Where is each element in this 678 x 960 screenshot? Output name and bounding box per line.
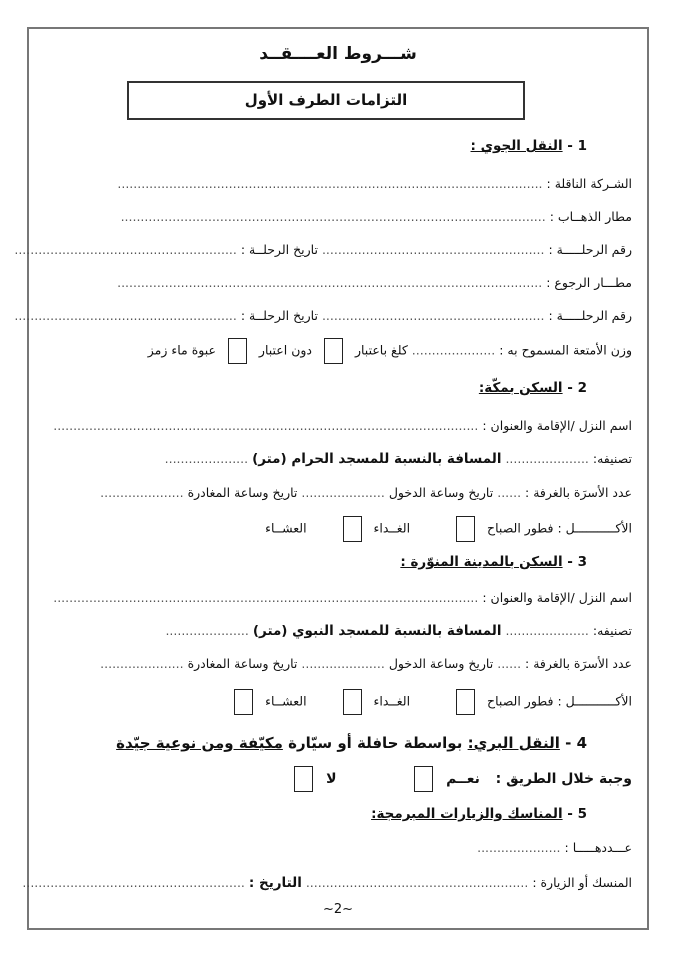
section-title: المناسك والزيارات المبرمجة: <box>371 806 563 822</box>
checkin-field[interactable]: ..................... <box>301 485 385 500</box>
checkin-field[interactable]: ..................... <box>301 656 385 671</box>
family-field[interactable]: ...... <box>497 485 522 500</box>
return-airport-row <box>117 274 632 292</box>
lunch-label: الغــداء <box>373 520 411 536</box>
baggage-field[interactable]: ..................... <box>411 342 496 358</box>
breakfast-checkbox[interactable] <box>456 689 475 715</box>
departure-airport-row <box>121 208 632 226</box>
land-transport-text: بواسطة حافلة أو سيّارة <box>288 734 463 752</box>
departure-airport-field[interactable]: ........................................................................................................... <box>120 209 546 224</box>
baggage-checkbox[interactable] <box>324 338 343 364</box>
dinner-label: العشــاء <box>265 693 307 709</box>
makkah-meals-row <box>265 516 632 542</box>
dinner-checkbox[interactable] <box>234 689 253 715</box>
without-label: دون اعتبار <box>258 342 312 358</box>
land-transport-quality: مكيّفة ومن نوعية جيّدة <box>116 734 283 752</box>
family-label: عدد الأسرَة بالغرفة : <box>525 656 632 671</box>
no-label: لا <box>326 771 337 787</box>
ritual-date-label: التاريخ : <box>248 875 302 891</box>
checkout-field[interactable]: ..................... <box>100 485 184 500</box>
road-meal-row <box>286 766 632 792</box>
ritual-label: المنسك أو الزيارة : <box>532 875 632 890</box>
zamzam-checkbox[interactable] <box>228 338 247 364</box>
makkah-stay-row <box>100 484 632 502</box>
yes-label: نعــم <box>446 771 480 787</box>
road-meal-label: وجبة خلال الطريق : <box>495 771 632 787</box>
lunch-label: الغــداء <box>373 693 411 709</box>
section-number: 5 - <box>567 806 587 822</box>
ritual-date-field[interactable]: ........................................................ <box>22 875 245 890</box>
return-airport-label: مطـــار الرجوع : <box>546 275 632 290</box>
section-5-heading <box>371 804 587 824</box>
return-flight-date-label: تاريخ الرحلــة : <box>240 308 318 323</box>
return-flight-number-field[interactable]: ........................................................ <box>321 308 545 323</box>
return-flight-date-field[interactable]: ........................................................ <box>14 308 237 323</box>
return-flight-row <box>14 307 632 325</box>
rituals-count-label: عـــددهـــــا : <box>564 840 632 855</box>
class-label: تصنيفه: <box>592 451 632 466</box>
document-title: شـــروط العــــقــد <box>259 44 417 64</box>
zamzam-label: عبوة ماء زمز <box>147 342 216 358</box>
section-number: 3 - <box>567 554 587 570</box>
ritual-row <box>22 874 632 892</box>
document-page <box>14 27 649 930</box>
yes-checkbox[interactable] <box>414 766 433 792</box>
family-label: عدد الأسرَة بالغرفة : <box>525 485 632 500</box>
breakfast-checkbox[interactable] <box>456 516 475 542</box>
lunch-checkbox[interactable] <box>343 689 362 715</box>
carrier-label: الشـركة الناقلة : <box>546 176 632 191</box>
distance-field[interactable]: ..................... <box>165 623 249 638</box>
flight-date-label: تاريخ الرحلــة : <box>240 242 318 257</box>
hotel-label: اسم النزل /الإقامة والعنوان : <box>482 590 632 605</box>
breakfast-label: فطور الصباح <box>487 520 554 536</box>
madinah-hotel-row <box>53 589 632 607</box>
section-title: السكن بالمدينة المنوّرة : <box>400 554 563 570</box>
distance-label: المسافة بالنسبة للمسجد النبوي (متر) <box>252 623 502 639</box>
section-2-heading <box>479 378 587 398</box>
hotel-label: اسم النزل /الإقامة والعنوان : <box>482 418 632 433</box>
distance-label: المسافة بالنسبة للمسجد الحرام (متر) <box>252 451 502 467</box>
carrier-field[interactable]: ........................................................................................................... <box>117 176 543 191</box>
departure-airport-label: مطار الذهــاب : <box>549 209 632 224</box>
madinah-meals-row <box>226 689 632 715</box>
flight-number-label: رقم الرحلـــــة : <box>548 242 632 257</box>
checkout-label: تاريخ وساعة المغادرة <box>187 656 298 671</box>
distance-field[interactable]: ..................... <box>164 451 249 466</box>
flight-number-field[interactable]: ........................................................ <box>321 242 545 257</box>
section-number: 4 - <box>565 734 587 752</box>
section-number: 1 - <box>567 138 587 154</box>
flight-row <box>14 241 632 259</box>
section-title: السكن بمكّة: <box>478 380 563 396</box>
page-number: ~2~ <box>322 902 354 917</box>
flight-date-field[interactable]: ........................................................ <box>14 242 237 257</box>
madinah-stay-row <box>100 655 632 673</box>
no-checkbox[interactable] <box>294 766 313 792</box>
lunch-checkbox[interactable] <box>343 516 362 542</box>
checkout-label: تاريخ وساعة المغادرة <box>187 485 298 500</box>
carrier-row <box>117 175 632 193</box>
class-label: تصنيفه: <box>592 623 632 638</box>
breakfast-label: فطور الصباح <box>487 693 554 709</box>
section-1-heading <box>471 136 587 156</box>
meals-label: الأكـــــــــــل : <box>557 693 632 709</box>
makkah-class-row <box>165 450 632 468</box>
section-title: النقل البري: <box>467 734 560 752</box>
return-airport-field[interactable]: ........................................................................................................... <box>117 275 543 290</box>
subtitle-box: التزامات الطرف الأول <box>127 81 525 120</box>
baggage-unit-label: كلغ باعتبار <box>354 342 408 358</box>
hotel-field[interactable]: ........................................................................................................... <box>53 590 479 605</box>
section-number: 2 - <box>567 380 587 396</box>
checkin-label: تاريخ وساعة الدخول <box>388 485 494 500</box>
rituals-count-field[interactable]: ..................... <box>477 840 561 855</box>
return-flight-number-label: رقم الرحلـــــة : <box>548 308 632 323</box>
section-3-heading <box>400 552 587 572</box>
baggage-label: وزن الأمتعة المسموح به : <box>499 342 632 358</box>
section-title: النقل الجوي : <box>470 138 563 154</box>
dinner-label: العشــاء <box>265 520 307 536</box>
class-field[interactable]: ..................... <box>505 451 589 466</box>
class-field[interactable]: ..................... <box>505 623 589 638</box>
ritual-field[interactable]: ........................................................ <box>305 875 529 890</box>
family-field[interactable]: ...... <box>497 656 522 671</box>
checkout-field[interactable]: ..................... <box>100 656 184 671</box>
hotel-field[interactable]: ........................................................................................................... <box>53 418 479 433</box>
madinah-class-row <box>165 622 632 640</box>
makkah-hotel-row <box>53 417 632 435</box>
meals-label: الأكـــــــــــل : <box>557 520 632 536</box>
checkin-label: تاريخ وساعة الدخول <box>388 656 494 671</box>
rituals-count-row <box>477 839 632 857</box>
baggage-row <box>148 338 632 364</box>
section-4-heading <box>116 733 587 753</box>
